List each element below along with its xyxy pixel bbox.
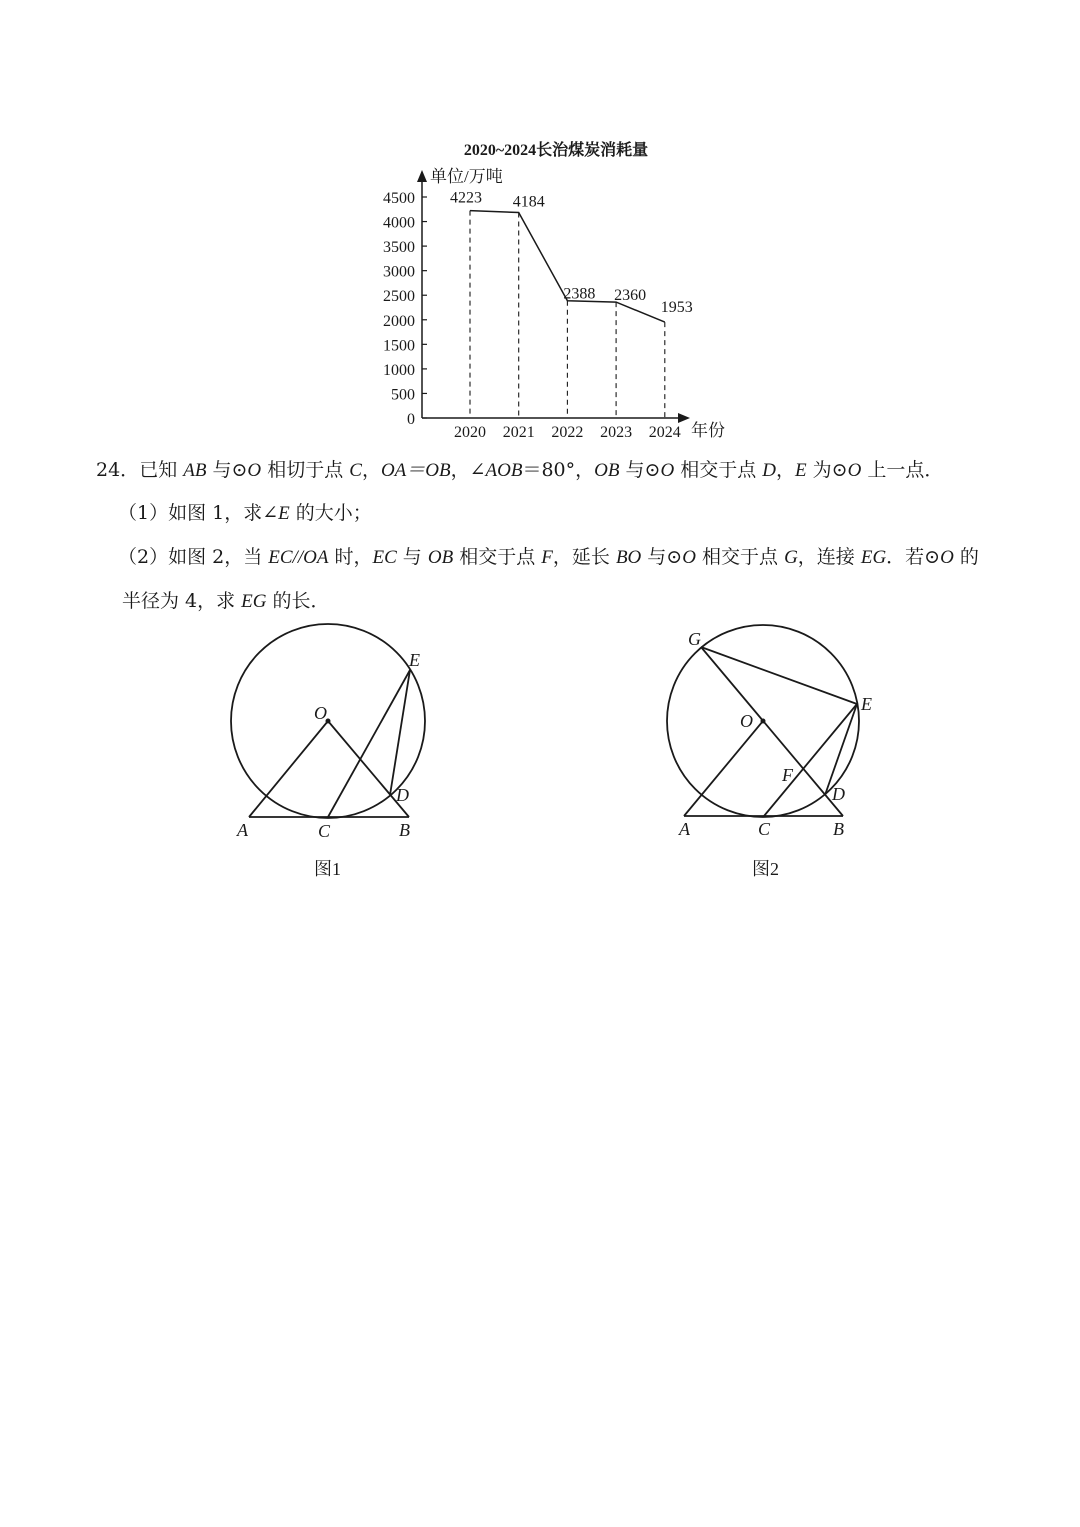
label-b: B — [399, 820, 410, 840]
segment-oa — [684, 721, 763, 816]
x-axis-label: 年份 — [691, 421, 725, 440]
y-tick-label: 3000 — [383, 263, 415, 281]
data-label: 4223 — [450, 189, 482, 207]
x-tick-label: 2021 — [502, 424, 535, 441]
label-d: D — [396, 785, 409, 805]
label-f: F — [782, 765, 793, 785]
figure-2-caption: 图2 — [752, 859, 779, 879]
y-axis-label: 单位/万吨 — [430, 167, 503, 186]
figure-1-caption: 图1 — [314, 859, 341, 879]
segment-oa — [249, 721, 328, 817]
y-tick-label: 4000 — [383, 214, 415, 232]
figure-2 — [660, 615, 890, 890]
x-tick-label: 2020 — [454, 424, 486, 441]
y-tick-label: 0 — [407, 411, 415, 428]
coal-consumption-chart — [0, 0, 1080, 450]
label-e: E — [861, 694, 872, 714]
data-label: 2388 — [563, 285, 596, 303]
y-tick-label: 4500 — [383, 190, 415, 207]
question-part-2-line-2: 半径为 4，求 EG 的长． — [122, 590, 330, 612]
label-a: A — [237, 820, 248, 840]
label-d: D — [832, 784, 845, 804]
y-axis-arrow — [417, 170, 427, 182]
x-tick-label: 2024 — [648, 424, 681, 441]
label-e: E — [409, 650, 420, 670]
y-tick-label: 1500 — [383, 337, 415, 355]
x-tick-label: 2023 — [600, 424, 633, 441]
data-label: 4184 — [512, 193, 545, 211]
label-g: G — [688, 629, 701, 649]
label-c: C — [758, 819, 771, 839]
question-number: 24． — [96, 459, 140, 481]
y-tick-label: 2000 — [383, 312, 415, 330]
segment-de — [825, 704, 857, 795]
x-axis-arrow — [678, 413, 690, 423]
x-tick-label: 2022 — [551, 424, 584, 441]
figure-1 — [220, 615, 450, 890]
y-tick-label: 1000 — [383, 361, 415, 379]
y-tick-label: 3500 — [383, 239, 415, 257]
label-o: O — [740, 711, 753, 731]
data-label: 1953 — [660, 299, 693, 317]
label-a: A — [679, 819, 690, 839]
data-label: 2360 — [614, 287, 647, 305]
label-o: O — [314, 703, 327, 723]
label-c: C — [318, 821, 331, 841]
y-tick-label: 500 — [391, 386, 415, 404]
question-part-2: （2）如图 2，当 EC//OA 时，EC 与 OB 相交于点 F，延长 BO 与⊙O 相交于点 G，连接 EG．若⊙O 的 — [118, 546, 979, 568]
chart-title: 2020~2024长治煤炭消耗量 — [463, 142, 649, 159]
question-stem: 24．已知 AB 与⊙O 相切于点 C，OA＝OB，∠AOB＝80°，OB 与⊙O 相交于点 D，E 为⊙O 上一点． — [96, 459, 944, 481]
center-point — [761, 719, 766, 724]
question-part-1: （1）如图 1，求∠E 的大小； — [118, 502, 372, 524]
y-tick-label: 2500 — [383, 288, 415, 306]
label-b: B — [833, 819, 844, 839]
